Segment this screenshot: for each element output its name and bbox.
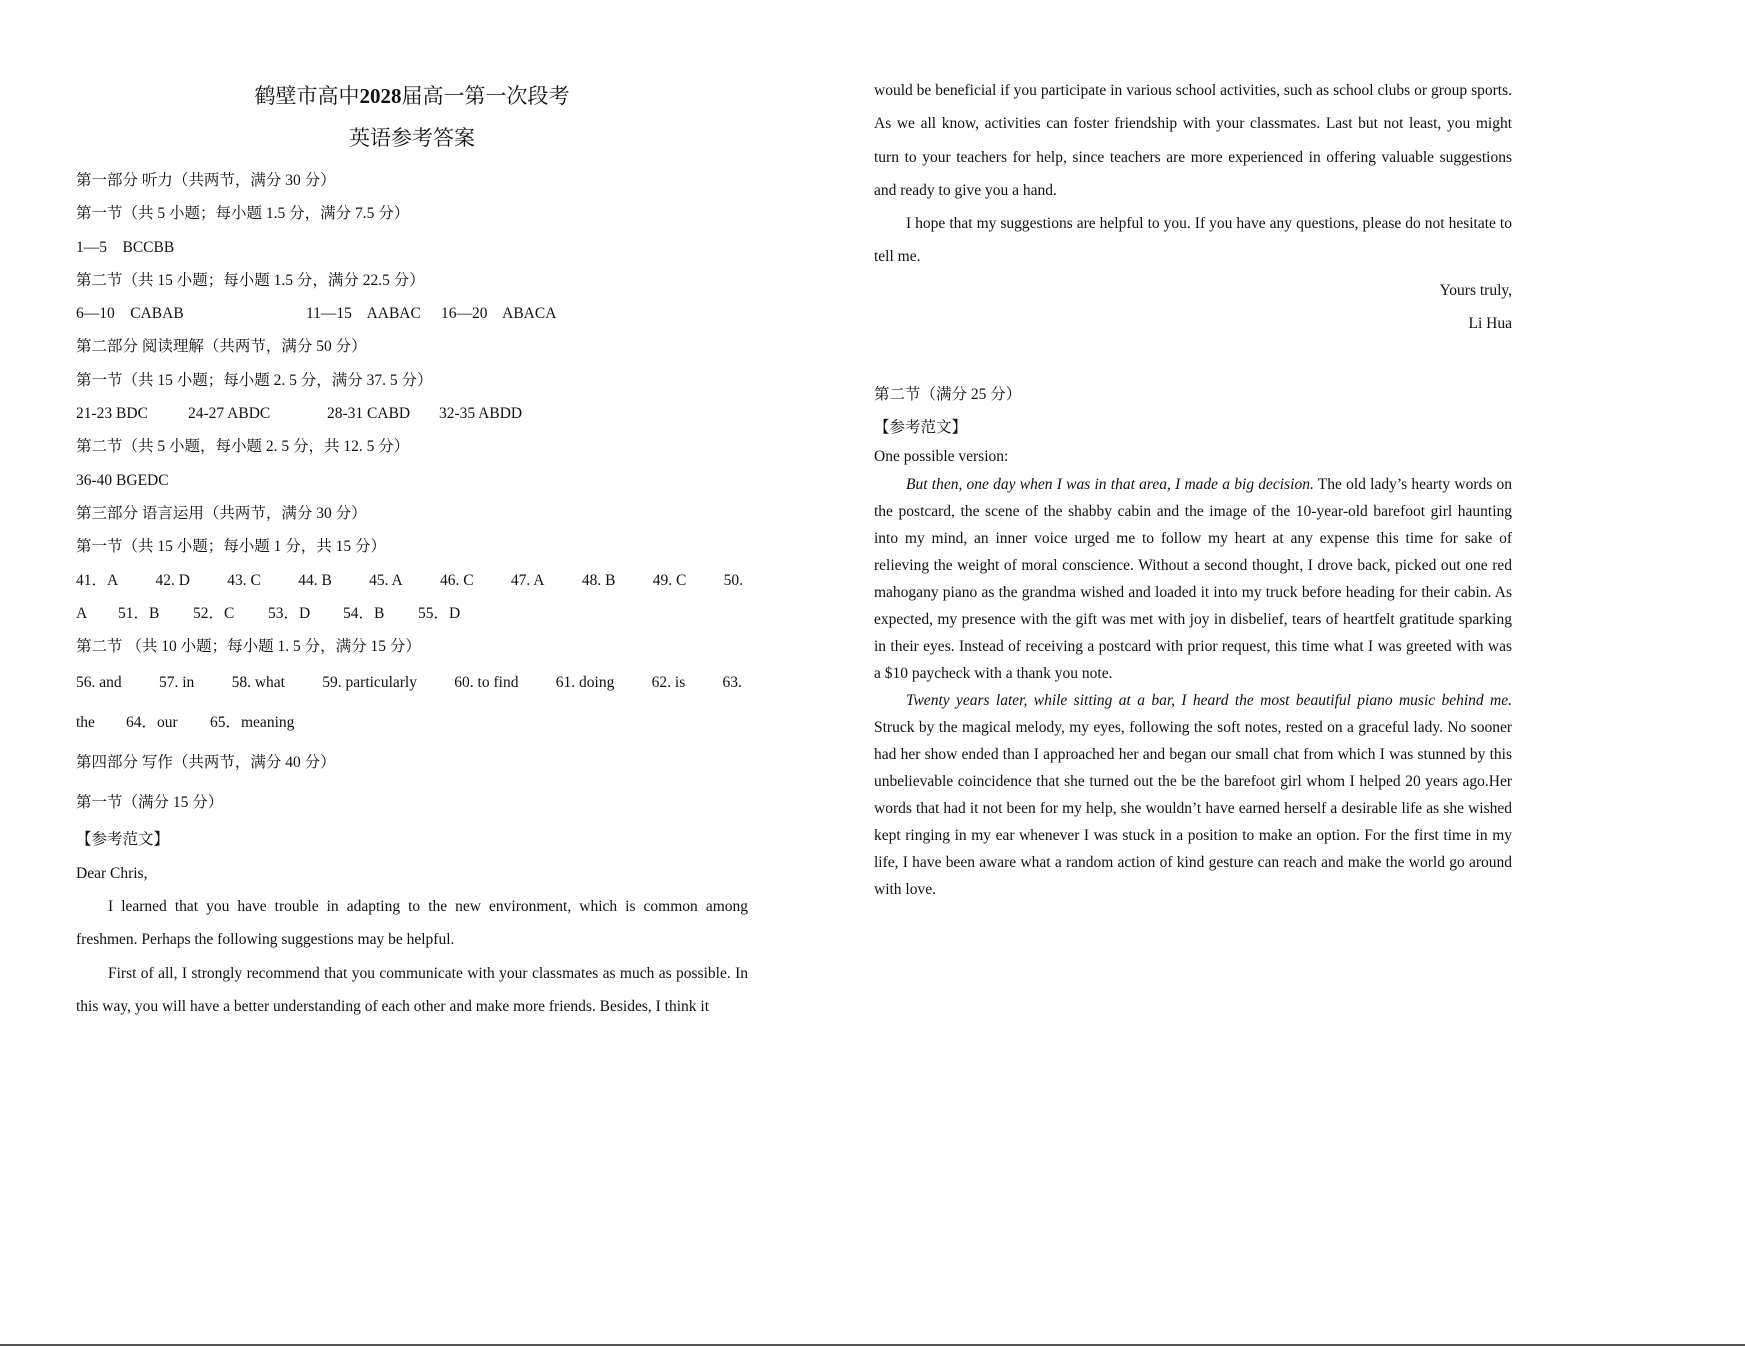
answer-item: 47. A bbox=[510, 571, 545, 589]
version-label: One possible version: bbox=[874, 448, 1009, 466]
part4-section1-heading: 第一节（满分 15 分） bbox=[76, 794, 224, 812]
part3-section1-heading: 第一节（共 15 小题；每小题 1 分，共 15 分） bbox=[76, 538, 387, 556]
answer-item: 52．C bbox=[193, 604, 235, 622]
story-paragraph bbox=[874, 687, 1512, 903]
answer-group: 28-31 CABD bbox=[327, 405, 411, 423]
part1-section2-heading: 第二节（共 15 小题；每小题 1.5 分，满分 22.5 分） bbox=[76, 271, 425, 289]
answer-item: 44. B bbox=[298, 571, 332, 589]
answer-group: 32-35 ABDD bbox=[439, 405, 523, 423]
answer-group: 16—20 ABACA bbox=[441, 305, 557, 323]
part2-section1-answers bbox=[76, 397, 748, 430]
answer-item: 50. bbox=[723, 571, 743, 589]
answer-item: A bbox=[76, 604, 88, 622]
answer-item: 63. bbox=[722, 674, 742, 692]
answer-item: 64．our bbox=[126, 714, 178, 732]
part2-section2-heading: 第二节（共 5 小题，每小题 2. 5 分，共 12. 5 分） bbox=[76, 438, 410, 456]
story-opening-sentence: But then, one day when I was in that area, I made a big decision. bbox=[906, 476, 1314, 494]
answer-item: 53．D bbox=[268, 604, 311, 622]
reference-label: 【参考范文】 bbox=[874, 419, 968, 437]
part2-heading: 第二部分 阅读理解（共两节，满分 50 分） bbox=[76, 338, 367, 356]
page-bottom-rule bbox=[0, 1344, 1745, 1346]
part1-section1-answers: 1—5 BCCBB bbox=[76, 238, 175, 256]
story-paragraph bbox=[874, 471, 1512, 687]
answer-item: 49. C bbox=[652, 571, 687, 589]
letter-paragraph: I hope that my suggestions are helpful to you. If you have any questions, please do not hesitate to tell me. bbox=[874, 215, 1512, 266]
reference-label: 【参考范文】 bbox=[76, 831, 170, 849]
story-opening-sentence: Twenty years later, while sitting at a bar, I heard the most beautiful piano music behind me. bbox=[906, 692, 1512, 710]
left-column bbox=[76, 80, 748, 1023]
answer-item: 48. B bbox=[581, 571, 616, 589]
letter-paragraph: would be beneficial if you participate in various school activities, such as school clubs or group sports. As we all know, activities can foster friendship with your classmates. Last but not least, you might turn to your teachers for help, since teachers are more experienced in offering valuable suggestions and ready to give you a hand. bbox=[874, 82, 1512, 199]
answer-item: 51．B bbox=[118, 604, 160, 622]
part3-section2-answers-row1 bbox=[76, 663, 742, 703]
part2-section2-answers: 36-40 BGEDC bbox=[76, 471, 169, 489]
answer-item: 65．meaning bbox=[210, 714, 295, 732]
answer-item: 43. C bbox=[227, 571, 261, 589]
answer-item: 42. D bbox=[155, 571, 190, 589]
answer-item: 60. to find bbox=[454, 674, 519, 692]
answer-item: 59. particularly bbox=[322, 674, 417, 692]
answer-item: the bbox=[76, 714, 95, 732]
part4-section2-heading: 第二节（满分 25 分） bbox=[874, 386, 1022, 404]
answer-item: 61. doing bbox=[555, 674, 615, 692]
title-year: 2028 bbox=[359, 84, 402, 108]
part3-heading: 第三部分 语言运用（共两节，满分 30 分） bbox=[76, 504, 367, 522]
letter-greeting: Dear Chris, bbox=[76, 864, 148, 882]
answer-item: 54．B bbox=[343, 604, 385, 622]
story-text: The old lady’s hearty words on the postcard, the scene of the shabby cabin and the image of the 10-year-old barefoot girl haunting into my mind, an inner voice urged me to follow my heart at any expense this time for sake of relieving the weight of moral conscience. Without a second thought, I drove back, picked out one red mahogany piano as the grandma wished and loaded it into my truck before heading for their cabin. As expected, my presence with the gift was met with joy in disbelief, tears of heartfelt gratitude sparking in their eyes. Instead of receiving a postcard with prior request, this time what I was greeted with was a $10 paycheck with a thank you note. bbox=[874, 476, 1512, 683]
answer-item: 62. is bbox=[651, 674, 686, 692]
answer-item: 56. and bbox=[76, 674, 122, 692]
answer-group: 6—10 CABAB bbox=[76, 305, 184, 323]
title-prefix: 鹤壁市高中 bbox=[254, 84, 360, 108]
part3-section1-answers-row2 bbox=[76, 597, 748, 630]
answer-item: 45. A bbox=[369, 571, 403, 589]
letter-paragraph: I learned that you have trouble in adapting to the new environment, which is common among freshmen. Perhaps the following suggestions may be helpful. bbox=[76, 898, 748, 949]
answer-item: 57. in bbox=[158, 674, 195, 692]
answer-group: 21-23 BDC bbox=[76, 405, 148, 423]
part1-section1-heading: 第一节（共 5 小题；每小题 1.5 分，满分 7.5 分） bbox=[76, 205, 410, 223]
story-text: Struck by the magical melody, my eyes, following the soft notes, rested on a graceful lady. No sooner had her show ended than I approached her and began our small chat from which I was stunned by this unbelievable coincidence that she turned out the be the barefoot girl whom I helped 20 years ago.Her words that had it not been for my help, she wouldn’t have earned herself a desirable life as she wished kept ringing in my ear whenever I was stuck in a position to make an option. For the first time in my life, I have been aware what a random action of kind gesture can reach and make the world go around with love. bbox=[874, 719, 1512, 899]
part1-section2-answers bbox=[76, 297, 748, 330]
answer-item: 58. what bbox=[231, 674, 285, 692]
answer-item: 55．D bbox=[418, 604, 461, 622]
part3-section1-answers-row1 bbox=[76, 564, 743, 597]
right-column bbox=[874, 80, 1512, 903]
part1-heading: 第一部分 听力（共两节，满分 30 分） bbox=[76, 172, 336, 189]
answer-item: 46. C bbox=[440, 571, 474, 589]
part3-section2-answers-row2 bbox=[76, 703, 748, 743]
letter-signature: Li Hua bbox=[1468, 315, 1512, 333]
title-suffix: 届高一第一次段考 bbox=[401, 84, 570, 108]
letter-closing: Yours truly, bbox=[1439, 281, 1512, 299]
letter-paragraph: First of all, I strongly recommend that you communicate with your classmates as much as possible. In this way, you will have a better understanding of each other and make more friends. Besides, I think it bbox=[76, 964, 748, 1015]
answer-item: 41．A bbox=[76, 571, 119, 589]
part4-heading: 第四部分 写作（共两节，满分 40 分） bbox=[76, 754, 336, 772]
part3-section2-heading: 第二节 （共 10 小题；每小题 1. 5 分，满分 15 分） bbox=[76, 638, 421, 656]
page-subtitle: 英语参考答案 bbox=[349, 126, 475, 150]
page-title bbox=[76, 80, 748, 110]
answer-group: 24-27 ABDC bbox=[188, 405, 271, 423]
answer-group: 11—15 AABAC bbox=[306, 305, 421, 323]
part2-section1-heading: 第一节（共 15 小题；每小题 2. 5 分，满分 37. 5 分） bbox=[76, 371, 433, 389]
